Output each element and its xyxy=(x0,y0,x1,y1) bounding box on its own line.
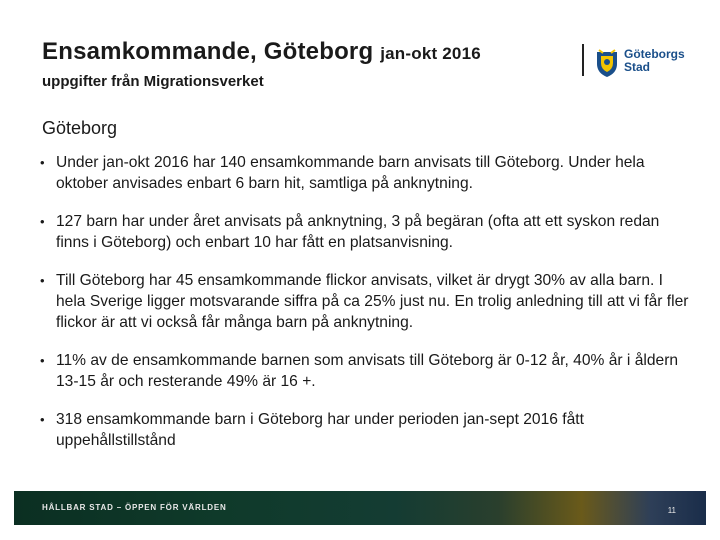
bullet-item: • 318 ensamkommande barn i Göteborg har under perioden jan-sept 2016 fått uppehållstillstånd xyxy=(40,409,690,451)
logo-line-1: Göteborgs xyxy=(624,47,685,61)
bullet-item: • 127 barn har under året anvisats på anknytning, 3 på begäran (ofta att ett syskon redan finns i Göteborg) och enbart 10 har fått en platsanvisning. xyxy=(40,211,690,253)
title-suffix: jan-okt 2016 xyxy=(380,44,481,63)
header-divider xyxy=(582,44,584,76)
page-number: 11 xyxy=(667,506,676,515)
bullet-item: • 11% av de ensamkommande barnen som anvisats till Göteborg är 0-12 år, 40% år i åldern 13-15 år och resterande 49% är 16 +. xyxy=(40,350,690,392)
section-heading: Göteborg xyxy=(42,118,118,138)
bullet-item: • Till Göteborg har 45 ensamkommande flickor anvisats, vilket är drygt 30% av alla barn. I hela Sverige ligger motsvarande siffra på ca 25% just nu. En trolig anledning till att vi får fler flickor är att vi också får många barn på anknytning. xyxy=(40,270,690,333)
logo-wordmark xyxy=(624,48,685,74)
goteborgs-stad-logo xyxy=(594,46,694,80)
footer-banner xyxy=(14,491,706,525)
bullet-list xyxy=(40,152,690,468)
gothenburg-crest-icon xyxy=(594,48,620,78)
title-text: Ensamkommande, Göteborg xyxy=(42,38,374,65)
bullet-item: • Under jan-okt 2016 har 140 ensamkommande barn anvisats till Göteborg. Under hela oktober anvisades enbart 6 barn hit, samtliga på anknytning. xyxy=(40,152,690,194)
page-title xyxy=(42,38,481,66)
page-subtitle: uppgifter från Migrationsverket xyxy=(42,73,264,90)
footer-tagline: HÅLLBAR STAD – ÖPPEN FÖR VÄRLDEN xyxy=(42,503,227,512)
logo-line-2: Stad xyxy=(624,60,651,74)
